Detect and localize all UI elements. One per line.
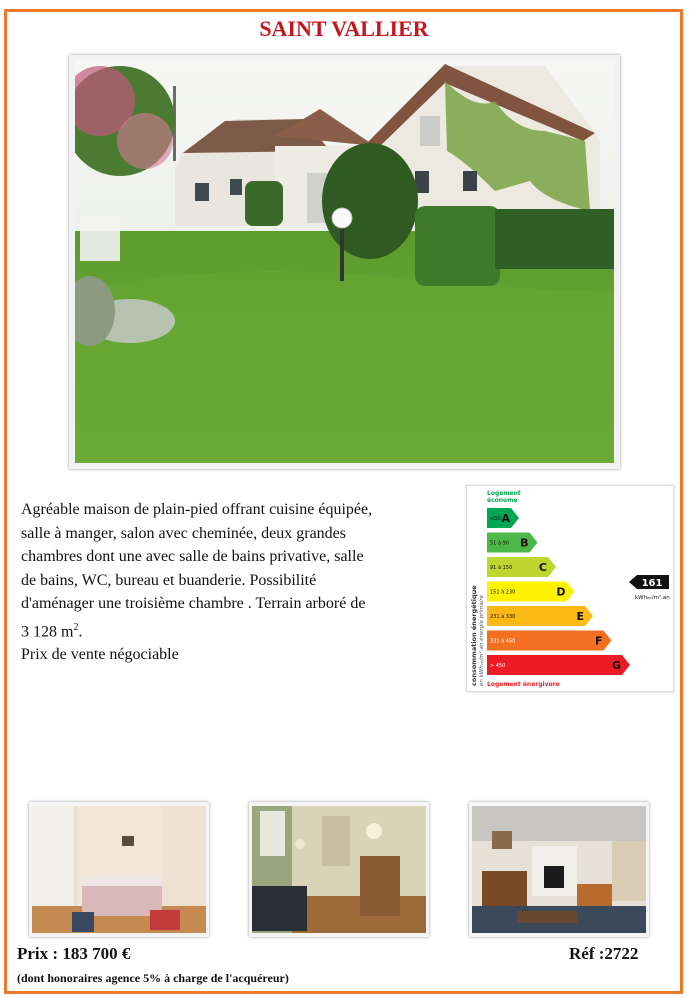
energy-class-range: 231 à 330 xyxy=(490,614,516,620)
energy-scale xyxy=(467,486,673,691)
area-suffix: . xyxy=(78,622,83,640)
energy-class-g-bar xyxy=(487,655,630,675)
energy-bottom-text: Logement énergivore xyxy=(487,681,560,688)
energy-class-letter: D xyxy=(556,585,566,599)
description-line: chambres dont une avec salle de bains privative, salle xyxy=(21,548,364,565)
energy-class-range: > 450 xyxy=(490,663,506,669)
land-area-line xyxy=(21,616,451,644)
thumbnail-office xyxy=(249,802,429,937)
office-image xyxy=(252,806,426,933)
energy-class-letter: E xyxy=(576,610,584,623)
energy-class-letter: B xyxy=(520,536,529,550)
reference-number: Réf :2722 xyxy=(569,944,639,963)
description-line: de bains, WC, bureau et buanderie. Possibilité xyxy=(21,571,317,589)
area-superscript: 2 xyxy=(73,621,79,633)
thumbnail-living-room xyxy=(469,802,649,937)
energy-bars xyxy=(487,508,630,675)
description-line: salle à manger, salon avec cheminée, deux grandes xyxy=(21,524,346,542)
energy-class-range: 151 à 230 xyxy=(490,589,516,596)
price-negotiable-note: Prix de vente négociable xyxy=(21,646,179,664)
energy-class-range: 51 à 90 xyxy=(490,540,509,547)
thumbnail-bedroom xyxy=(29,802,209,937)
energy-top-text-2: économe xyxy=(487,497,518,504)
energy-value: 161 xyxy=(641,578,663,589)
energy-unit: kWhₑₚ/m².an xyxy=(635,595,670,601)
energy-top-text-1: Logement xyxy=(487,490,521,497)
energy-class-range: 91 à 150 xyxy=(490,565,513,571)
listing-title: SAINT VALLIER xyxy=(259,16,429,41)
description-line: Agréable maison de plain-pied offrant cuisine équipée, xyxy=(21,501,373,518)
energy-side-text-2: en kWhₑₚ/m².an énergie primaire xyxy=(479,595,485,686)
energy-performance-label xyxy=(466,485,674,692)
house-exterior-image xyxy=(75,61,614,463)
description-line: d'aménager une troisième chambre . Terrain arboré de xyxy=(21,595,366,612)
energy-class-letter: F xyxy=(594,634,603,648)
bedroom-image xyxy=(32,806,206,933)
land-area: 3 128 m xyxy=(21,622,74,640)
price: Prix : 183 700 € xyxy=(17,944,131,963)
main-house-photo xyxy=(69,55,620,469)
property-description xyxy=(21,498,451,667)
agency-fees-note: (dont honoraires agence 5% à charge de l'acquéreur) xyxy=(17,971,289,985)
energy-class-letter: A xyxy=(501,512,510,525)
energy-class-letter: C xyxy=(538,561,547,574)
energy-class-letter: G xyxy=(611,659,621,672)
energy-class-range: ≤50 xyxy=(490,516,501,522)
living-room-image xyxy=(472,806,646,933)
energy-class-range: 331 à 450 xyxy=(490,638,516,645)
energy-side-text-1: consommation énergétique xyxy=(470,585,478,686)
